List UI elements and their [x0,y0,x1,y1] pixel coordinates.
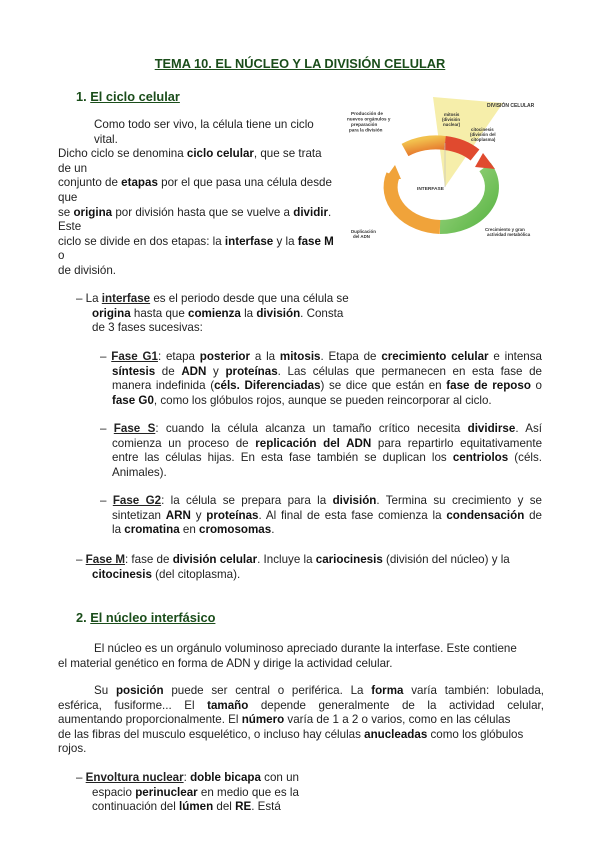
g1-line: – Fase G1: etapa posterior a la mitosis. Etapa de crecimiento celular e intensa [100,350,543,363]
m-term: Fase M [85,553,125,566]
g1-term: Fase G1 [111,350,158,363]
arrow-head [475,153,495,169]
p1-line: el material genético en forma de ADN y dirige la actividad celular. [58,656,393,670]
s-line: entre las células hijas. En esta fase también se duplican los centriolos (céls. [112,451,542,465]
p1-line: El núcleo es un orgánulo voluminoso apreciado durante la interfase. Este contiene [94,642,517,655]
intro-line: de división. [58,264,117,277]
p2-line: rojos. [58,742,87,756]
g2-term: Fase G2 [112,494,162,507]
orange-lower-arc [391,175,440,227]
m-line: – Fase M: fase de división celular. Incluye la cariocinesis (división del núcleo) y la [76,553,510,566]
section-1-heading [76,90,180,105]
interphase-line: – La interfase es el periodo desde que una célula se [76,292,349,305]
intro-line: que [58,191,78,204]
s-line: comienza un proceso de replicación del ADN para repartirlo equitativamente [112,436,543,450]
intro-line: de un [58,161,88,175]
envelope-line: espacio perinuclear en medio que es la [92,785,299,799]
section-1-number: 1. [76,89,87,104]
p2-line: esférica, fusiforme... El tamaño depende generalmente de la actividad celular, [58,698,544,712]
orange-arc [405,142,445,150]
intro-line: ciclo se divide en dos etapas: la interfase y la fase M [58,234,334,248]
intro-line: o [58,249,65,263]
s-line: – Fase S: cuando la célula alcanza un tamaño crítico necesita dividirse. Así [100,422,542,435]
intro-line: Este [58,220,82,234]
page-title: TEMA 10. EL NÚCLEO Y LA DIVISIÓN CELULAR [154,56,446,71]
g1-line: manera indefinida (céls. Diferenciadas) se dice que están en fase de reposo o [112,379,542,393]
intro-line: se origina por división hasta que se vuelve a dividir. [58,205,332,219]
g2-line: la cromatina en cromosomas. [112,523,275,537]
p2-line: Su posición puede ser central o periférica. La forma varía también: lobulada, [94,684,544,697]
label-dna-duplication: Duplicación del ADN [351,229,376,239]
interphase-line: origina hasta que comienza la división. Consta [92,306,344,320]
s-term: Fase S [113,422,156,435]
label-growth: Crecimiento y gran actividad metabólica [485,227,531,237]
interphase-line: de 3 fases sucesivas: [92,321,203,335]
section-2-heading [76,611,215,626]
intro-line: Dicho ciclo se denomina ciclo celular, que se trata [58,147,322,161]
envelope-line: – Envoltura nuclear: doble bicapa con un [76,771,299,784]
label-cytokinesis: citocinesis (división del citoplasma) [470,127,496,142]
envelope-line: continuación del lúmen del RE. Está [92,800,281,814]
p2-line: de las fibras del musculo esquelético, o incluso hay células anucleadas como los glóbulos [58,727,524,741]
g2-line: sintetizan ARN y proteínas. Al final de esta fase comienza la condensación de [112,508,543,522]
g1-line: fase G0, como los glóbulos rojos, aunque se pueden reincorporar al ciclo. [112,393,492,407]
interphase-term: interfase [101,292,151,305]
section-2-title: El núcleo interfásico [90,610,216,625]
intro-line: Como todo ser vivo, la célula tiene un ciclo [94,118,314,131]
section-2-number: 2. [76,610,87,625]
g1-line: síntesis de ADN y proteínas. Las células que permanecen en esta fase de [112,364,542,378]
envelope-term: Envoltura nuclear [85,771,184,784]
label-interphase: INTERFASE [417,187,444,192]
g2-line: – Fase G2: la célula se prepara para la división. Termina su crecimiento y se [100,494,542,507]
m-line: citocinesis (del citoplasma). [92,567,241,581]
label-cell-division: DIVISIÓN CELULAR [487,103,535,109]
intro-line: vital. [94,132,118,146]
label-mitosis: mitosis (división nuclear) [442,112,461,127]
p2-line: aumentando proporcionalmente. El número varía de 1 a 2 o varios, como en las células [58,713,511,727]
section-1-title: El ciclo celular [90,89,180,104]
cell-cycle-diagram [345,95,545,245]
s-line: Animales). [112,465,167,479]
arrow-head-2 [385,165,401,179]
label-production: Producción de nuevos orgánulos y preparación para la división [347,111,391,133]
cell-cycle-svg [345,95,545,245]
intro-line: conjunto de etapas por el que pasa una célula desde [58,176,332,190]
